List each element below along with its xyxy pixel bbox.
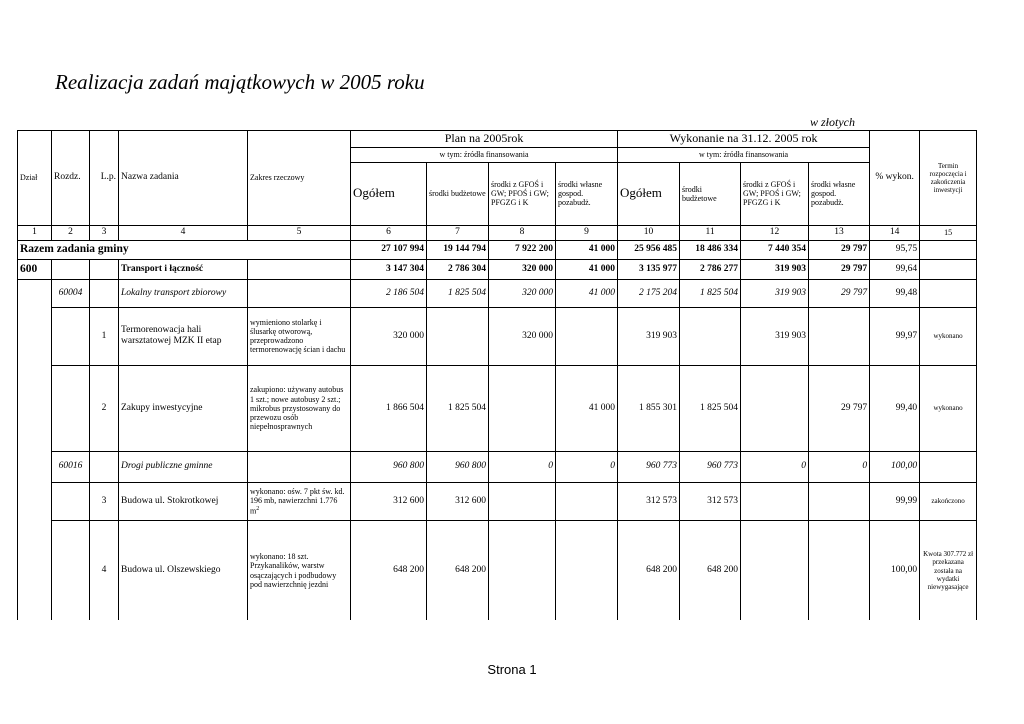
cell: 2 786 304 (427, 259, 489, 279)
cell: 312 600 (351, 482, 427, 520)
task-scope: wykonano: 18 szt. Przykanalików, warstw osączających i podbudowy pod nawierzchnię jezdni (248, 520, 351, 620)
header-wyk-gfos: środki z GFOŚ i GW; PFOŚ i GW; PFGZG i K (741, 162, 809, 225)
table-row-dzial-600 (18, 259, 977, 279)
cell: 0 (489, 451, 556, 482)
header-zakres: Zakres rzeczowy (248, 131, 351, 226)
cell (18, 365, 52, 451)
cell: 2 175 204 (618, 279, 680, 307)
cell (52, 520, 90, 620)
cell: 319 903 (741, 259, 809, 279)
cell (741, 520, 809, 620)
cell: 99,99 (870, 482, 920, 520)
cell (920, 240, 977, 259)
cell (90, 259, 119, 279)
cell: 312 573 (618, 482, 680, 520)
cell: 0 (809, 451, 870, 482)
cell: 29 797 (809, 279, 870, 307)
colnum: 11 (680, 225, 741, 240)
colnum: 5 (248, 225, 351, 240)
colnum: 1 (18, 225, 52, 240)
cell (18, 520, 52, 620)
task-lp: 1 (90, 307, 119, 365)
header-plan: Plan na 2005rok (351, 131, 618, 148)
header-plan-wtym: w tym: źródła finansowania (351, 147, 618, 162)
colnum: 3 (90, 225, 119, 240)
cell (489, 482, 556, 520)
cell: 1 825 504 (427, 279, 489, 307)
cell (248, 451, 351, 482)
cell (809, 307, 870, 365)
cell: 320 000 (489, 259, 556, 279)
cell: 319 903 (741, 307, 809, 365)
header-wyk-wtym: w tym: źródła finansowania (618, 147, 870, 162)
header-rozdz: Rozdz. (52, 131, 90, 226)
cell (18, 307, 52, 365)
cell: 7 922 200 (489, 240, 556, 259)
colnum: 8 (489, 225, 556, 240)
cell (741, 365, 809, 451)
cell: 648 200 (427, 520, 489, 620)
colnum: 14 (870, 225, 920, 240)
cell: 7 440 354 (741, 240, 809, 259)
cell: 99,64 (870, 259, 920, 279)
cell: 2 786 277 (680, 259, 741, 279)
cell (52, 307, 90, 365)
cell: 27 107 994 (351, 240, 427, 259)
rozdz-label: Drogi publiczne gminne (119, 451, 248, 482)
cell: 960 800 (351, 451, 427, 482)
cell: 95,75 (870, 240, 920, 259)
cell: 312 573 (680, 482, 741, 520)
cell: 29 797 (809, 240, 870, 259)
dzial-code: 600 (18, 259, 52, 279)
cell: 19 144 794 (427, 240, 489, 259)
task-scope-sup: 2 (256, 505, 260, 512)
task-name: Termorenowacja hali warsztatowej MZK II etap (119, 307, 248, 365)
rozdz-code: 60016 (52, 451, 90, 482)
header-wyk-wlasne: środki własne gospod. pozabudż. (809, 162, 870, 225)
colnum: 15 (920, 225, 977, 240)
task-name: Budowa ul. Stokrotkowej (119, 482, 248, 520)
cell: 3 135 977 (618, 259, 680, 279)
cell (556, 307, 618, 365)
table-row (18, 365, 977, 451)
cell: 0 (556, 451, 618, 482)
cell: 320 000 (489, 307, 556, 365)
cell: 320 000 (489, 279, 556, 307)
header-plan-gfos: środki z GFOŚ i GW; PFOŚ i GW; PFGZG i K (489, 162, 556, 225)
header-wyk-ogolem: Ogółem (618, 162, 680, 225)
rozdz-code: 60004 (52, 279, 90, 307)
header-dzial: Dział (18, 131, 52, 226)
cell (52, 259, 90, 279)
cell (809, 482, 870, 520)
cell: 99,40 (870, 365, 920, 451)
cell (248, 259, 351, 279)
header-termin: Termin rozpoczęcia i zakończenia inwestycji (920, 131, 977, 226)
cell: 960 800 (427, 451, 489, 482)
header-proc: % wykon. (870, 131, 920, 226)
task-scope: zakupiono: używany autobus 1 szt.; nowe autobusy 2 szt.; mikrobus przystosowany do przewozu osób niepełnosprawnych (248, 365, 351, 451)
cell (52, 482, 90, 520)
cell (427, 307, 489, 365)
colnum: 10 (618, 225, 680, 240)
cell: 41 000 (556, 259, 618, 279)
task-lp: 4 (90, 520, 119, 620)
cell (52, 365, 90, 451)
header-plan-wlasne: środki własne gospod. pozabudż. (556, 162, 618, 225)
cell: 960 773 (680, 451, 741, 482)
task-lp: 2 (90, 365, 119, 451)
cell: 1 825 504 (680, 365, 741, 451)
colnum: 9 (556, 225, 618, 240)
rozdz-label: Lokalny transport zbiorowy (119, 279, 248, 307)
table-row (18, 307, 977, 365)
task-name: Zakupy inwestycyjne (119, 365, 248, 451)
task-status: wykonano (920, 365, 977, 451)
cell: 41 000 (556, 365, 618, 451)
cell: 648 200 (680, 520, 741, 620)
cell (248, 279, 351, 307)
cell (18, 279, 52, 307)
header-nazwa: Nazwa zadania (119, 131, 248, 226)
cell: 100,00 (870, 451, 920, 482)
task-scope: wymieniono stolarkę i ślusarkę otworową, przeprowadzono termorenowację ścian i dachu (248, 307, 351, 365)
table-row-rozdz-60016 (18, 451, 977, 482)
cell (556, 482, 618, 520)
cell: 648 200 (351, 520, 427, 620)
cell: 18 486 334 (680, 240, 741, 259)
header-plan-budzetowe: środki budżetowe (427, 162, 489, 225)
cell (489, 365, 556, 451)
colnum: 13 (809, 225, 870, 240)
cell (920, 279, 977, 307)
task-status: Kwota 307.772 zł przekazana została na wydatki niewygasające (920, 520, 977, 620)
cell (920, 451, 977, 482)
cell (18, 482, 52, 520)
cell: 1 825 504 (680, 279, 741, 307)
task-lp: 3 (90, 482, 119, 520)
cell: 41 000 (556, 279, 618, 307)
task-scope-text: wykonano: ośw. 7 pkt św. kd. 196 mb, nawierzchni 1.776 m (250, 487, 345, 516)
cell: 29 797 (809, 365, 870, 451)
cell (680, 307, 741, 365)
cell: 648 200 (618, 520, 680, 620)
colnum: 12 (741, 225, 809, 240)
header-lp: L.p. (90, 131, 119, 226)
task-status: zakończono (920, 482, 977, 520)
table-row (18, 520, 977, 620)
cell: 2 186 504 (351, 279, 427, 307)
cell: 319 903 (618, 307, 680, 365)
task-status: wykonano (920, 307, 977, 365)
table-row-rozdz-60004 (18, 279, 977, 307)
cell: 960 773 (618, 451, 680, 482)
page-title: Realizacja zadań majątkowych w 2005 roku (55, 70, 425, 94)
header-wyk-budzetowe: środki budżetowe (680, 162, 741, 225)
table-row (18, 482, 977, 520)
dzial-label: Transport i łączność (119, 259, 248, 279)
cell: 312 600 (427, 482, 489, 520)
cell: 0 (741, 451, 809, 482)
header-plan-ogolem: Ogółem (351, 162, 427, 225)
cell: 29 797 (809, 259, 870, 279)
cell (920, 259, 977, 279)
cell (90, 451, 119, 482)
page-footer: Strona 1 (487, 662, 537, 677)
column-number-row (18, 225, 977, 240)
cell (556, 520, 618, 620)
cell (90, 279, 119, 307)
cell: 99,97 (870, 307, 920, 365)
cell (18, 451, 52, 482)
investment-table (17, 130, 977, 620)
cell: 100,00 (870, 520, 920, 620)
unit-label: w złotych (810, 115, 855, 129)
cell: 1 825 504 (427, 365, 489, 451)
colnum: 6 (351, 225, 427, 240)
cell (809, 520, 870, 620)
table-row-razem (18, 240, 977, 259)
cell: 320 000 (351, 307, 427, 365)
cell: 1 866 504 (351, 365, 427, 451)
cell (741, 482, 809, 520)
colnum: 4 (119, 225, 248, 240)
task-name: Budowa ul. Olszewskiego (119, 520, 248, 620)
cell: 1 855 301 (618, 365, 680, 451)
task-scope (248, 482, 351, 520)
cell: 99,48 (870, 279, 920, 307)
cell: 41 000 (556, 240, 618, 259)
cell: 319 903 (741, 279, 809, 307)
cell: 3 147 304 (351, 259, 427, 279)
cell: 25 956 485 (618, 240, 680, 259)
header-wykonanie: Wykonanie na 31.12. 2005 rok (618, 131, 870, 148)
razem-label: Razem zadania gminy (18, 240, 351, 259)
colnum: 2 (52, 225, 90, 240)
cell (489, 520, 556, 620)
colnum: 7 (427, 225, 489, 240)
